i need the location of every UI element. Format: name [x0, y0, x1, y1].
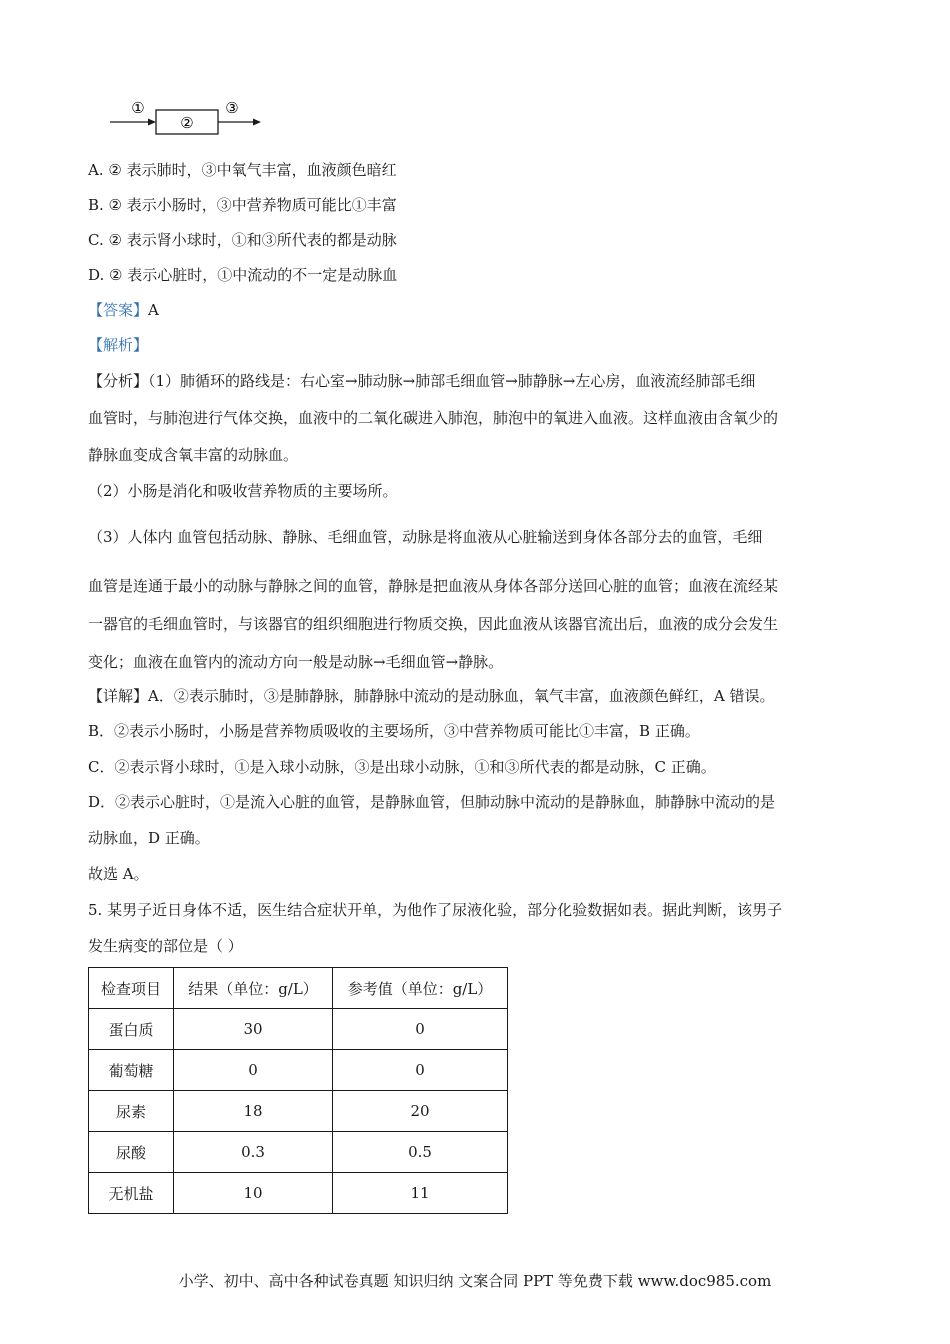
analysis-p3-line2: 血管是连通于最小的动脉与静脉之间的血管，静脉是把血液从身体各部分送回心脏的血管；血液在流经某 [88, 577, 779, 595]
table-cell: 18 [174, 1091, 333, 1132]
table-cell: 葡萄糖 [89, 1050, 174, 1091]
question5-line2: 发生病变的部位是（ ） [88, 937, 243, 955]
answer-tag: 【答案】 [88, 301, 149, 319]
table-cell: 无机盐 [89, 1173, 174, 1214]
option-a: A. ② 表示肺时，③中氧气丰富，血液颜色暗红 [88, 161, 397, 179]
urine-test-table [88, 967, 508, 1214]
analysis-p1-text: （1）肺循环的路线是：右心室→肺动脉→肺部毛细血管→肺静脉→左心房，血液流经肺部毛细 [148, 372, 756, 390]
table-cell: 尿素 [89, 1091, 174, 1132]
answer-line [88, 300, 159, 320]
option-b: B. ② 表示小肠时，③中营养物质可能比①丰富 [88, 196, 397, 214]
conclusion: 故选 A。 [88, 865, 149, 883]
detail-d-line2: 动脉血，D 正确。 [88, 829, 210, 847]
table-cell: 10 [174, 1173, 333, 1214]
option-c: C. ② 表示肾小球时，①和③所代表的都是动脉 [88, 231, 397, 249]
table-cell: 0.3 [174, 1132, 333, 1173]
table-cell: 尿酸 [89, 1132, 174, 1173]
table-row [89, 1050, 508, 1091]
inflow-arrow-head [148, 119, 156, 126]
answer-value: A [148, 301, 159, 319]
analysis-p1-line2: 血管时，与肺泡进行气体交换，血液中的二氧化碳进入肺泡，肺泡中的氧进入血液。这样血液由含氧少的 [88, 409, 779, 427]
organ-label: ② [180, 114, 194, 132]
table-row [89, 1132, 508, 1173]
analysis-tag: 【解析】 [88, 336, 149, 354]
table-cell: 0 [174, 1050, 333, 1091]
table-header-cell: 参考值（单位：g/L） [333, 968, 508, 1009]
analysis-p1-line3: 静脉血变成含氧丰富的动脉血。 [88, 446, 299, 464]
detail-a [88, 686, 774, 706]
table-cell: 0 [333, 1050, 508, 1091]
detail-b: B．②表示小肠时，小肠是营养物质吸收的主要场所，③中营养物质可能比①丰富，B 正确。 [88, 722, 700, 740]
outflow-label: ③ [225, 99, 239, 117]
blood-flow-diagram [108, 96, 278, 140]
table-cell: 30 [174, 1009, 333, 1050]
table-header-cell: 结果（单位：g/L） [174, 968, 333, 1009]
table-row [89, 1173, 508, 1214]
table-cell: 蛋白质 [89, 1009, 174, 1050]
option-d: D. ② 表示心脏时，①中流动的不一定是动脉血 [88, 266, 398, 284]
page-footer: 小学、初中、高中各种试卷真题 知识归纳 文案合同 PPT 等免费下载 www.doc985.com [178, 1272, 772, 1290]
detail-a-text: A．②表示肺时，③是肺静脉，肺静脉中流动的是动脉血，氧气丰富，血液颜色鲜红，A 错误。 [148, 687, 775, 705]
analysis-p3-line4: 变化；血液在血管内的流动方向一般是动脉→毛细血管→静脉。 [88, 653, 504, 671]
inflow-label: ① [131, 99, 145, 117]
table-row [89, 1009, 508, 1050]
table-cell: 0 [333, 1009, 508, 1050]
table-cell: 20 [333, 1091, 508, 1132]
analysis-sub-tag: 【分析】 [88, 372, 149, 390]
question5-line1: 5. 某男子近日身体不适，医生结合症状开单，为他作了尿液化验，部分化验数据如表。据此判断，该男子 [88, 901, 783, 919]
detail-d-line1: D．②表示心脏时，①是流入心脏的血管，是静脉血管，但肺动脉中流动的是静脉血，肺静脉中流动的是 [88, 793, 776, 811]
detail-c: C．②表示肾小球时，①是入球小动脉，③是出球小动脉，①和③所代表的都是动脉，C 正确。 [88, 758, 716, 776]
analysis-p3-line3: 一器官的毛细血管时，与该器官的组织细胞进行物质交换，因此血液从该器官流出后，血液的成分会发生 [88, 615, 779, 633]
analysis-p3-line1: （3）人体内 血管包括动脉、静脉、毛细血管，动脉是将血液从心脏输送到身体各部分去的血管，毛细 [88, 528, 763, 546]
table-cell: 0.5 [333, 1132, 508, 1173]
analysis-p2: （2）小肠是消化和吸收营养物质的主要场所。 [88, 482, 398, 500]
table-cell: 11 [333, 1173, 508, 1214]
table-row [89, 1091, 508, 1132]
detail-tag: 【详解】 [88, 687, 149, 705]
outflow-arrow-head [253, 119, 261, 126]
table-header-cell: 检查项目 [89, 968, 174, 1009]
table-header-row [89, 968, 508, 1009]
analysis-p1-line1 [88, 371, 755, 391]
